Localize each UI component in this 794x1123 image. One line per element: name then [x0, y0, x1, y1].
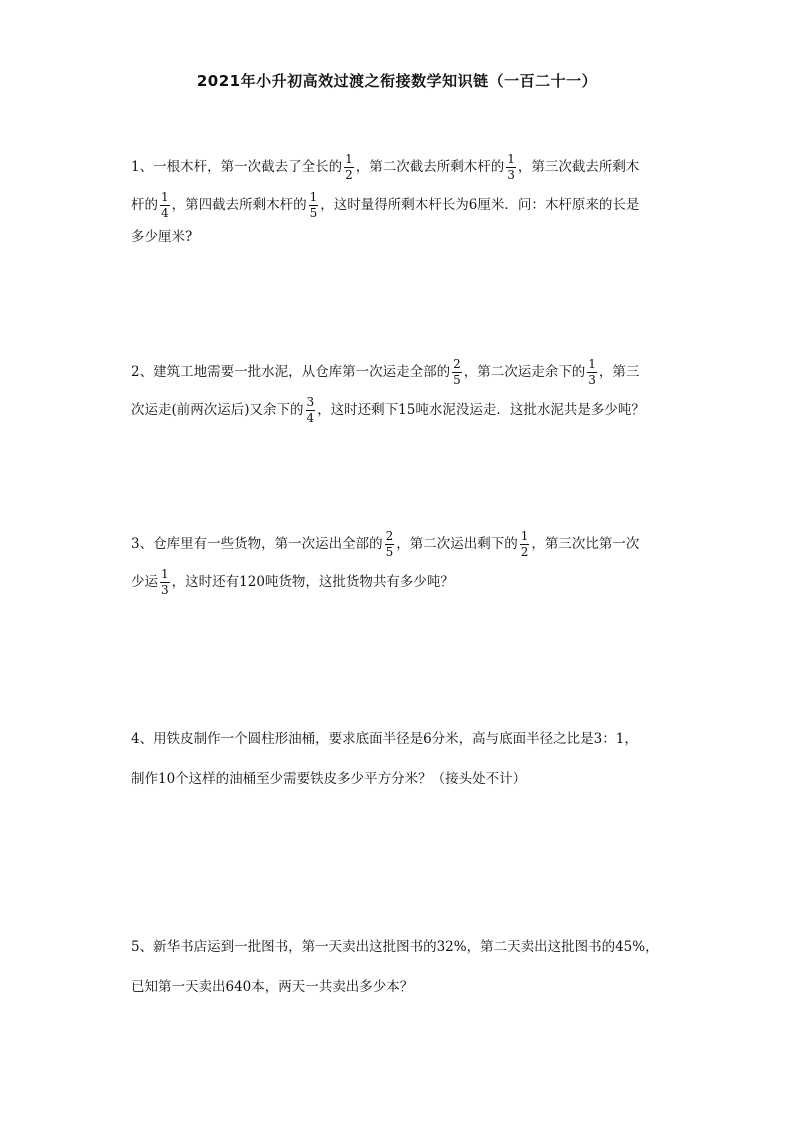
q3-fraction-1	[385, 530, 395, 559]
fraction-denominator: 3	[588, 372, 596, 387]
fraction-denominator: 3	[507, 167, 515, 182]
q1-fraction-2	[506, 153, 516, 182]
q3-line-2: 少运 $\frac{1}{3}$ ，这时还有120吨货物，这批货物共有多少吨？	[131, 566, 454, 597]
fraction-numerator: 2	[453, 356, 461, 371]
q1-fraction-1	[344, 153, 354, 182]
q5-line-2: 已知第一天卖出640本，两天一共卖出多少本？	[131, 979, 414, 995]
fraction-denominator: 5	[309, 205, 318, 220]
q2-fraction-2	[587, 358, 597, 387]
fraction-numerator: 1	[161, 566, 169, 581]
fraction-numerator: 1	[161, 189, 169, 204]
fraction-numerator: 1	[507, 151, 515, 166]
q1-fraction-4	[309, 191, 319, 220]
fraction-denominator: 5	[453, 372, 461, 387]
q1-fraction-3	[160, 191, 170, 220]
fraction-denominator: 2	[520, 544, 529, 559]
q3-fraction-2	[520, 530, 530, 559]
q4-line-1: 4、用铁皮制作一个圆柱形油桶，要求底面半径是6分米，高与底面半径之比是3：1，	[131, 731, 638, 747]
fraction-numerator: 1	[309, 189, 318, 204]
q3-line-1: 3、仓库里有一些货物，第一次运出全部的 $\frac{2}{5}$ ，第二次运出剩下的 $\frac{1}{2}$ ，第三次比第一次	[131, 528, 640, 559]
fraction-denominator: 4	[306, 410, 315, 425]
fraction-numerator: 1	[520, 528, 529, 543]
q4-line-2: 制作10个这样的油桶至少需要铁皮多少平方分米？（接头处不计）	[131, 771, 527, 787]
q1-line-3: 多少厘米?	[131, 229, 193, 245]
fraction-denominator: 4	[161, 205, 169, 220]
fraction-numerator: 2	[385, 528, 394, 543]
q2-fraction-1	[452, 358, 462, 387]
fraction-denominator: 3	[161, 582, 169, 597]
q2-fraction-3	[306, 396, 316, 425]
q2-line-2: 次运走(前两次运后)又余下的 $\frac{3}{4}$ ，这时还剩下15吨水泥没运走．这批水泥共是多少吨？	[131, 394, 645, 425]
fraction-numerator: 1	[588, 356, 596, 371]
q5-line-1: 5、新华书店运到一批图书，第一天卖出这批图书的32%，第二天卖出这批图书的45%，	[131, 939, 659, 955]
fraction-denominator: 5	[385, 544, 394, 559]
q3-fraction-3	[160, 568, 170, 597]
fraction-denominator: 2	[345, 167, 353, 182]
page-title: 2021年小升初高效过渡之衔接数学知识链（一百二十一）	[196, 72, 598, 90]
q1-line-1: 1、一根木杆，第一次截去了全长的 $\frac{1}{2}$ ，第二次截去所剩木杆的 $\frac{1}{3}$ ，第三次截去所剩木	[131, 151, 640, 182]
fraction-numerator: 1	[345, 151, 353, 166]
q1-line-2: 杆的 $\frac{1}{4}$ ，第四截去所剩木杆的 $\frac{1}{5}$ ，这时量得所剩木杆长为6厘米．问：木杆原来的长是	[131, 189, 640, 220]
q2-line-1: 2、建筑工地需要一批水泥，从仓库第一次运走全部的 $\frac{2}{5}$ ，第二次运走余下的 $\frac{1}{3}$ ，第三	[131, 356, 640, 387]
fraction-numerator: 3	[306, 394, 315, 409]
